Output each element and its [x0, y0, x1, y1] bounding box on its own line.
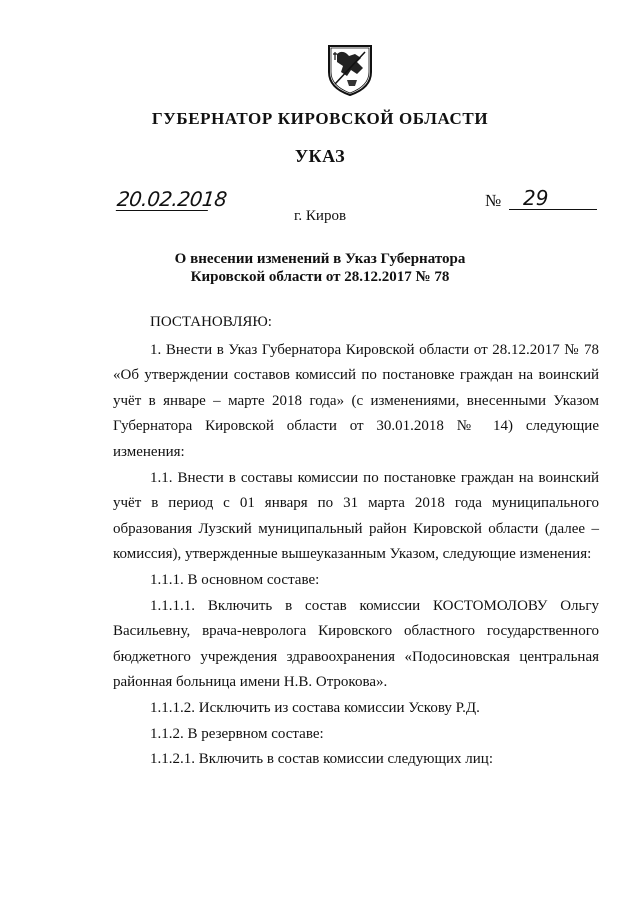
paragraph-1-1-1: 1.1.1. В основном составе:: [150, 571, 320, 588]
number-sign: №: [485, 191, 502, 210]
paragraph-1-1-2: 1.1.2. В резервном составе:: [150, 725, 324, 742]
paragraph-1-1-1-1: 1.1.1.1. Включить в состав комиссии КОСТОМОЛОВУ Ольгу Васильевну, врача-невролога Кировского областного государственного бюджетного учреждения здравоохранения «Подосиновская центральная районная больница имени Н.В. Отрокова».: [113, 597, 599, 691]
paragraph-1-1-1-2: 1.1.1.2. Исключить из состава комиссии Ускову Р.Д.: [150, 699, 480, 716]
title-line-1: О внесении изменений в Указ Губернатора: [174, 251, 466, 267]
paragraph-1: 1. Внести в Указ Губернатора Кировской области от 28.12.2017 № 78 «Об утверждении составов комиссий по постановке граждан на воинский учёт в январе – марте 2018 года» (с изменениями, внесенными Указом Губернатора Кировской области от 30.01.2018 № 14) следующие изменения:: [113, 341, 599, 460]
decree-statement: ПОСТАНОВЛЯЮ:: [150, 314, 272, 330]
paragraph-1-1: 1.1. Внести в составы комиссии по постановке граждан на воинский учёт в период с 01 января по 31 марта 2018 года муниципального образования Лузский муниципальный район Кировской области (далее – комиссия), утвержденные вышеуказанным Указом, следующие изменения:: [113, 469, 599, 563]
issuing-authority: ГУБЕРНАТОР КИРОВСКОЙ ОБЛАСТИ: [151, 109, 489, 128]
document-number: 29: [509, 187, 597, 210]
document-date: 20.02.2018: [115, 187, 228, 211]
paragraph-1-1-2-1: 1.1.2.1. Включить в состав комиссии следующих лиц:: [150, 751, 493, 768]
title-line-2: Кировской области от 28.12.2017 № 78: [190, 269, 450, 285]
city: г. Киров: [293, 208, 347, 224]
document-type: УКАЗ: [294, 146, 346, 166]
document-body: [113, 310, 599, 773]
document-title: [0, 250, 640, 286]
coat-of-arms-icon: [327, 40, 373, 96]
